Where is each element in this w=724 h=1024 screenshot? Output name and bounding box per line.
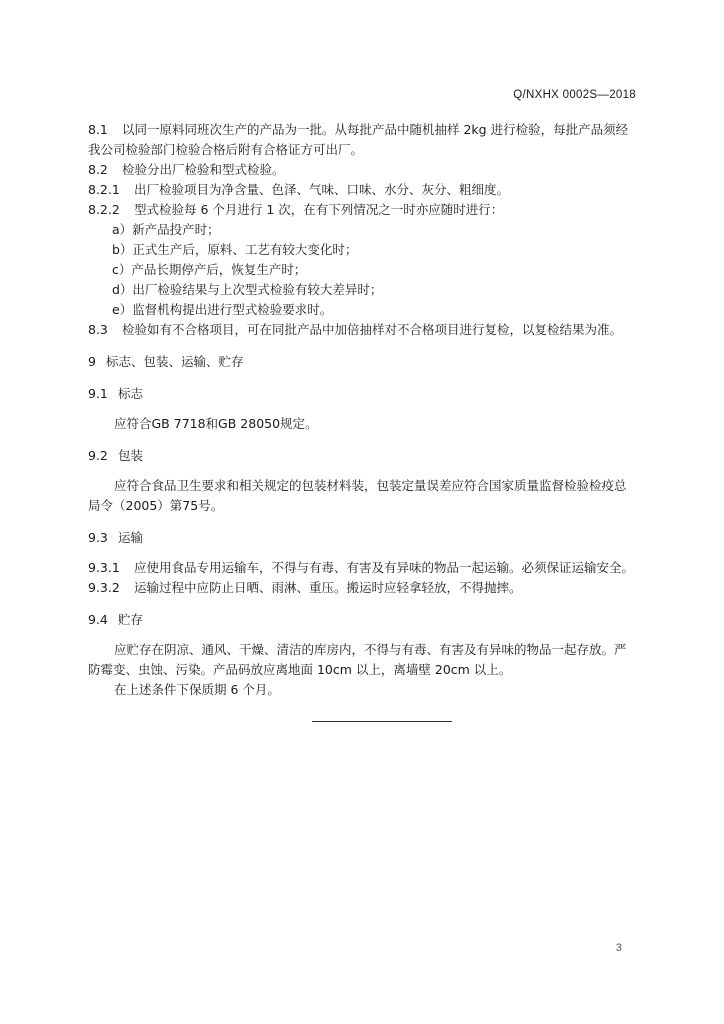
document-body xyxy=(88,120,638,700)
clause-8-1-continued xyxy=(88,140,638,160)
clause-9-1-paragraph: 应符合GB 7718和GB 28050规定。 xyxy=(114,416,318,431)
clause-number: 8.1 xyxy=(88,122,108,137)
clause-9-2-paragraph: 应符合食品卫生要求和相关规定的包装材料装，包装定量误差应符合国家质量监督检验检疫总 xyxy=(114,478,627,493)
clause-text: 我公司检验部门检验合格后附有合格证方可出厂。 xyxy=(88,142,364,157)
section-9-heading xyxy=(88,352,638,372)
clause-9-4-paragraph-continued: 防霉变、虫蚀、污染。产品码放应离地面 10cm 以上，离墙壁 20cm 以上。 xyxy=(88,662,512,677)
clause-9-4-title xyxy=(88,610,638,630)
clause-number: 9.3 xyxy=(88,530,108,545)
clause-title: 标志 xyxy=(118,386,144,401)
page-number: 3 xyxy=(615,942,622,954)
end-rule xyxy=(312,721,452,722)
clause-text: 应使用食品专用运输车，不得与有毒、有害及有异味的物品一起运输。必须保证运输安全。 xyxy=(134,560,635,575)
list-item-b: b）正式生产后，原料、工艺有较大变化时； xyxy=(112,242,358,257)
clause-number: 8.2 xyxy=(88,162,108,177)
clause-8-3 xyxy=(88,320,638,340)
clause-9-1-title xyxy=(88,384,638,404)
list-item-d: d）出厂检验结果与上次型式检验有较大差异时； xyxy=(112,282,383,297)
clause-title: 包装 xyxy=(118,448,144,463)
clause-8-2-2 xyxy=(88,200,638,220)
clause-text: 运输过程中应防止日晒、雨淋、重压。搬运时应轻拿轻放，不得抛摔。 xyxy=(134,580,522,595)
clause-text: 以同一原料同班次生产的产品为一批。从每批产品中随机抽样 2kg 进行检验，每批产品须经 xyxy=(122,122,629,137)
clause-title: 运输 xyxy=(118,530,144,545)
clause-number: 8.3 xyxy=(88,322,108,337)
list-item-e: e）监督机构提出进行型式检验要求时。 xyxy=(112,302,333,317)
clause-number: 8.2.1 xyxy=(88,182,120,197)
clause-9-3-2 xyxy=(88,578,638,598)
clause-text: 出厂检验项目为净含量、色泽、气味、口味、水分、灰分、粗细度。 xyxy=(134,182,510,197)
clause-number: 9.1 xyxy=(88,386,108,401)
list-item-c: c）产品长期停产后，恢复生产时； xyxy=(112,262,307,277)
clause-number: 9.3.2 xyxy=(88,580,120,595)
clause-9-2-title xyxy=(88,446,638,466)
section-title: 标志、包装、运输、贮存 xyxy=(106,354,244,369)
clause-9-3-1 xyxy=(88,558,638,578)
clause-9-3-title xyxy=(88,528,638,548)
clause-8-1 xyxy=(88,120,638,140)
clause-number: 9.4 xyxy=(88,612,108,627)
section-number: 9 xyxy=(88,354,96,369)
clause-number: 9.2 xyxy=(88,448,108,463)
clause-9-4-shelf-life: 在上述条件下保质期 6 个月。 xyxy=(114,682,280,697)
clause-number: 9.3.1 xyxy=(88,560,120,575)
clause-8-2-1 xyxy=(88,180,638,200)
clause-8-2 xyxy=(88,160,638,180)
clause-9-2-paragraph-continued: 局令（2005）第75号。 xyxy=(88,498,224,513)
clause-text: 检验分出厂检验和型式检验。 xyxy=(122,162,285,177)
clause-text: 检验如有不合格项目，可在同批产品中加倍抽样对不合格项目进行复检，以复检结果为准。 xyxy=(122,322,623,337)
clause-number: 8.2.2 xyxy=(88,202,120,217)
clause-text: 型式检验每 6 个月进行 1 次，在有下列情况之一时亦应随时进行： xyxy=(134,202,504,217)
clause-title: 贮存 xyxy=(118,612,144,627)
clause-9-4-paragraph: 应贮存在阴凉、通风、干燥、清洁的库房内，不得与有毒、有害及有异味的物品一起存放。严 xyxy=(114,642,627,657)
document-code: Q/NXHX 0002S—2018 xyxy=(513,89,636,101)
list-item-a: a）新产品投产时； xyxy=(112,222,220,237)
